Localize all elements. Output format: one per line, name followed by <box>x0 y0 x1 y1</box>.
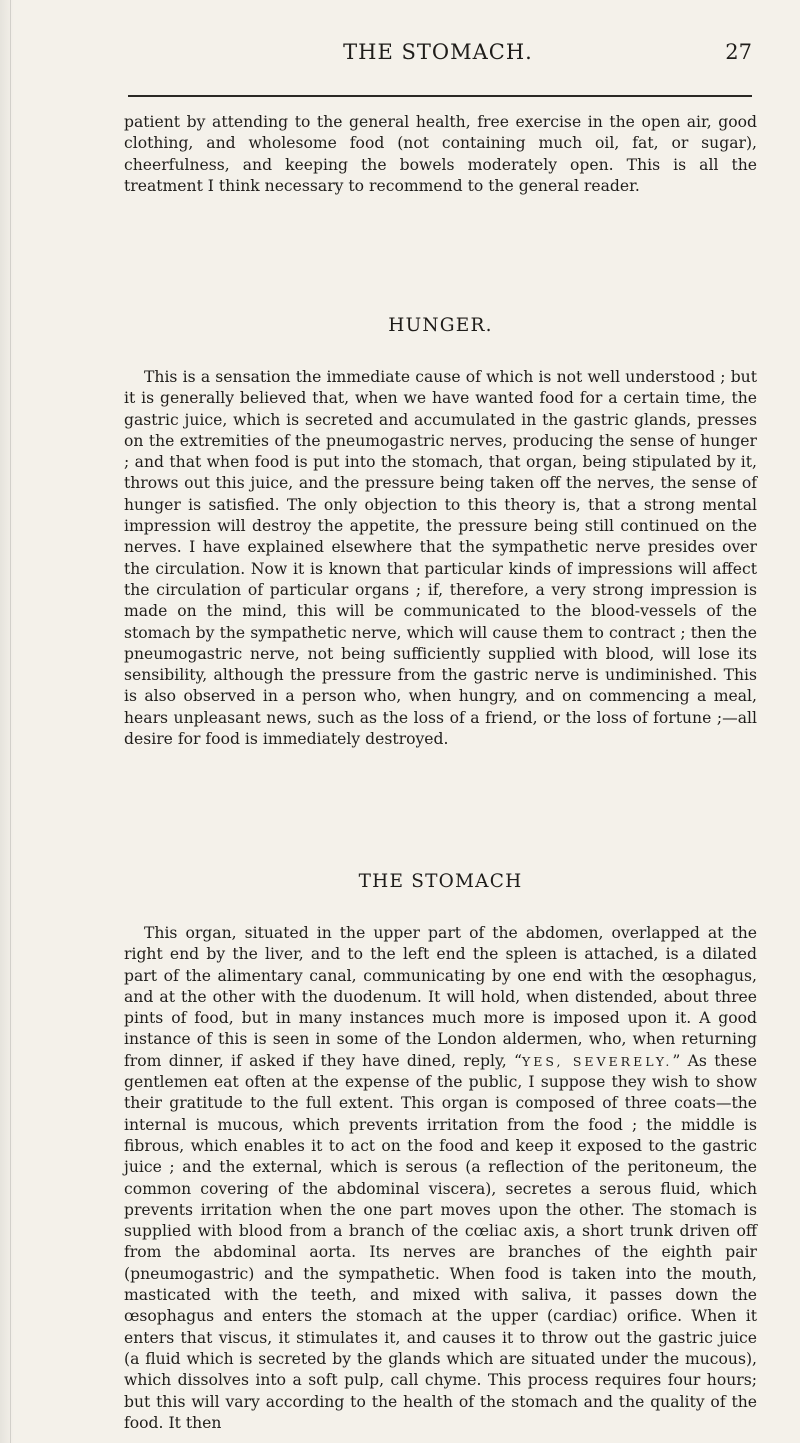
section-heading-hunger: HUNGER. <box>388 315 493 336</box>
page-edge-shadow <box>10 0 11 1443</box>
section-heading-stomach: THE STOMACH <box>358 871 523 892</box>
paragraph-stomach-part-2: ” As these gentlemen eat often at the expense of the public, I suppose they wish to show their gratitude to the full extent. This organ is composed of three coats—the internal is mucous, which prevents irritation from the food ; the middle is fibrous, which enables it to act on the food and keep it exposed to the gastric juice ; and the external, which is serous (a reflection of the peritoneum, the common covering of the abdominal viscera), secretes a serous fluid, which prevents irritation when the one part moves upon the other. The stomach is supplied with blood from a branch of the cœliac axis, a short trunk driven off from the abdominal aorta. Its nerves are branches of the eighth pair (pneumogastric) and the sympathetic. When food is taken into the mouth, masticated with the teeth, and mixed with saliva, it passes down the œsophagus and enters the stomach at the upper (cardiac) orifice. When it enters that viscus, it stimulates it, and causes it to throw out the gastric juice (a fluid which is secreted by the glands which are situated under the mucous), which dissolves into a soft pulp, call chyme. This process requires four hours; but this will vary according to the health of the stomach and the quality of the food. It then <box>124 1051 758 1432</box>
paragraph-stomach-quote: YES, SEVERELY. <box>522 1053 673 1069</box>
paragraph-hunger: This is a sensation the immediate cause of which is not well understood ; but it is generally believed that, when we have wanted food for a certain time, the gastric juice, which is secreted and accumulated in the gastric glands, presses on the extremities of the pneumogastric nerves, producing the sense of hunger ; and that when food is put into the stomach, that organ, being stipulated by it, throws out this juice, and the pressure being taken off the nerves, the sense of hunger is satisfied. The only objection to this theory is, that a strong mental impression will destroy the appetite, the pressure being still continued on the nerves. I have explained elsewhere that the sympathetic nerve presides over the circulation. Now it is known that particular kinds of impressions will affect the circulation of particular organs ; if, therefore, a very strong impression is made on the mind, this will be communicated to the blood-vessels of the stomach by the sympathetic nerve, which will cause them to contract ; then the pneumogastric nerve, not being sufficiently supplied with blood, will lose its sensibility, although the pressure from the gastric nerve is undiminished. This is also observed in a person who, when hungry, and on commencing a meal, hears unpleasant news, such as the loss of a friend, or the loss of fortune ;—all desire for food is immediately destroyed. <box>124 368 757 749</box>
page-header <box>124 40 752 76</box>
paragraph-stomach-part-1: This organ, situated in the upper part of the abdomen, overlapped at the right end by the liver, and to the left end the spleen is attached, is a dilated part of the alimentary canal, communicating by one end with the œsophagus, and at the other with the duodenum. It will hold, when distended, about three pints of food, but in many instances much more is imposed upon it. A good instance of this is seen in some of the London aldermen, who, when returning from dinner, if asked if they have dined, reply, “ <box>124 924 757 1070</box>
running-head: THE STOMACH. <box>343 40 533 64</box>
header-rule <box>128 95 752 97</box>
page-number: 27 <box>725 40 752 64</box>
paragraph-continuation: patient by attending to the general health, free exercise in the open air, good clothing, and wholesome food (not containing much oil, fat, or sugar), cheerfulness, and keeping the bowels moderately open. This is all the treatment I think necessary to recommend to the general reader. <box>124 113 757 195</box>
paragraph-stomach <box>124 923 757 1434</box>
